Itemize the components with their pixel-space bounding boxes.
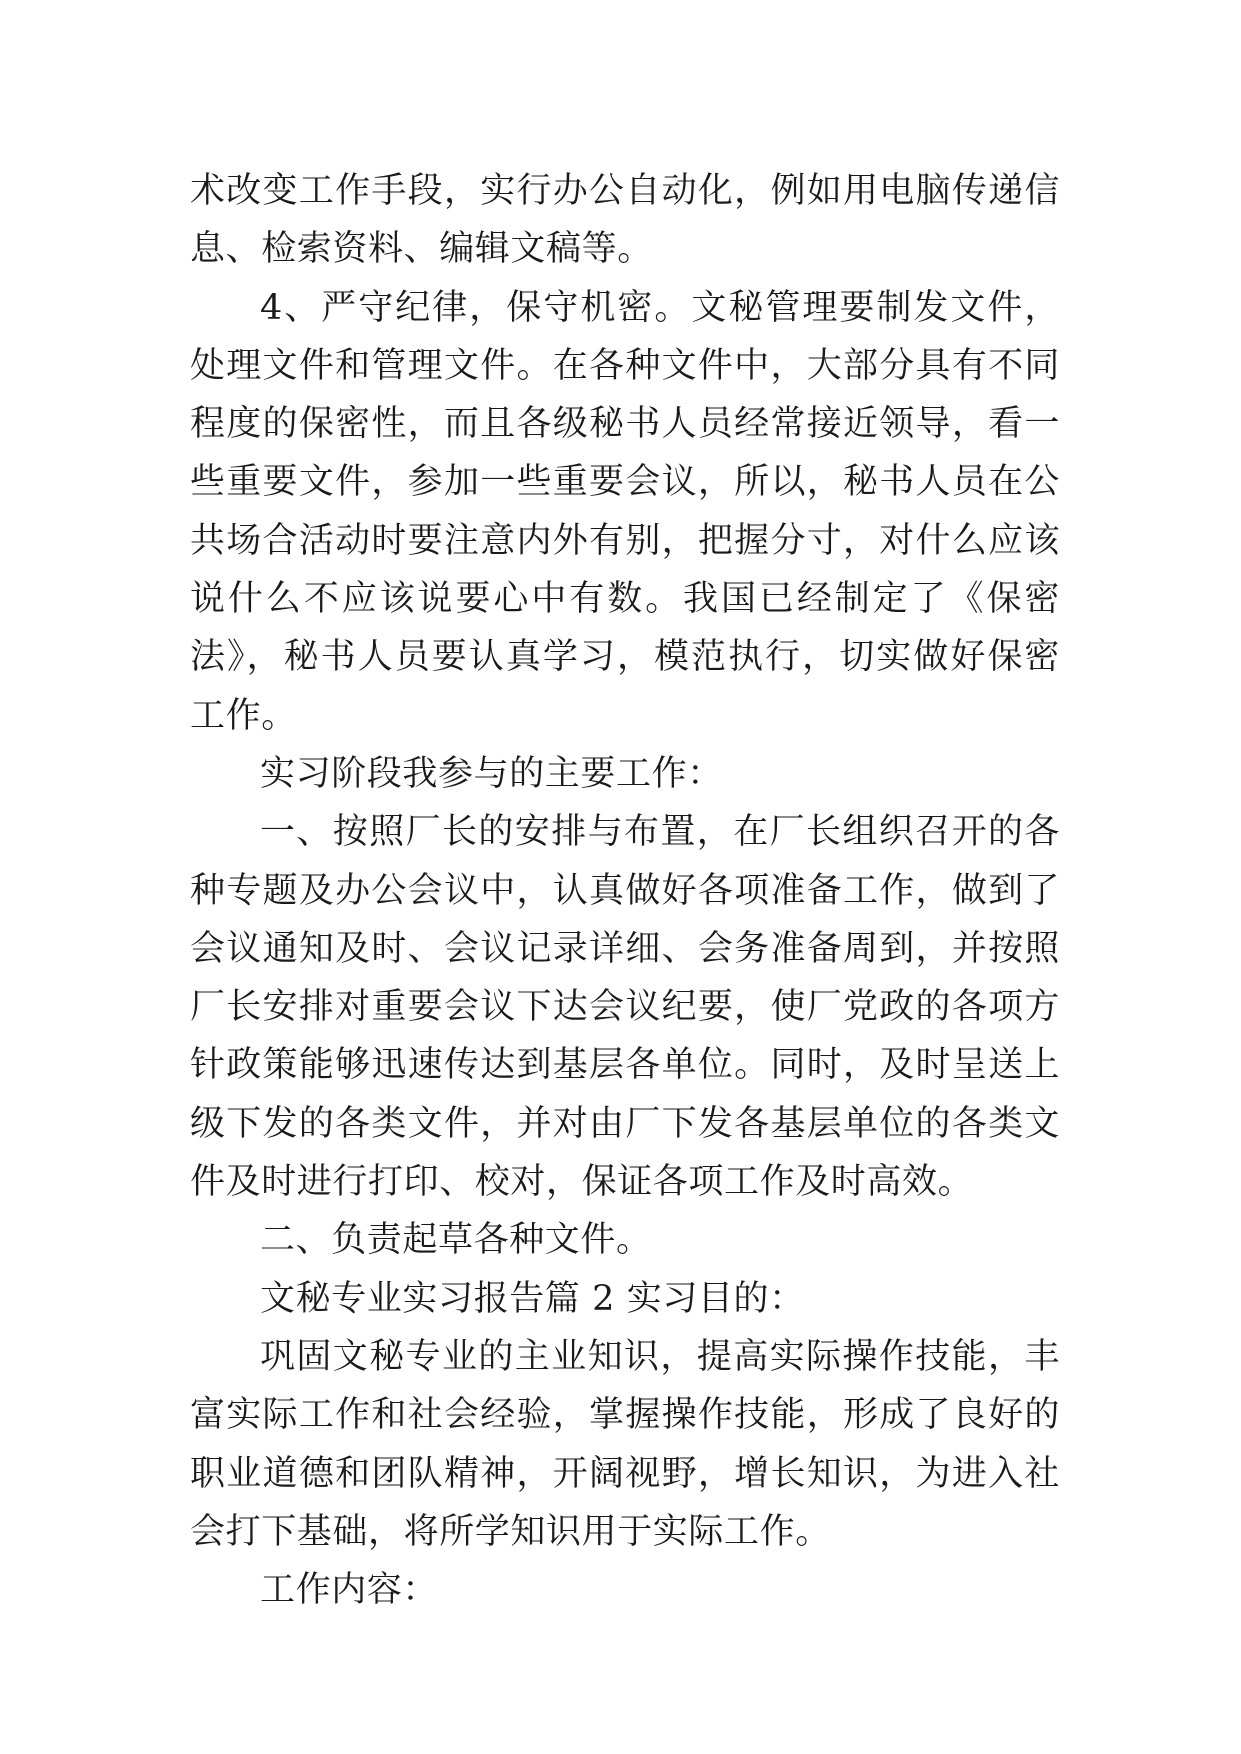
paragraph-item-one: 一、按照厂长的安排与布置，在厂长组织召开的各种专题及办公会议中，认真做好各项准备工作，做到了会议通知及时、会议记录详细、会务准备周到，并按照厂长安排对重要会议下达会议纪要，使厂党政的各项方针政策能够迅速传达到基层各单位。同时，及时呈送上级下发的各类文件，并对由厂下发各基层单位的各类文件及时进行打印、校对，保证各项工作及时高效。 — [190, 812, 1060, 1203]
paragraph-confidentiality: 4、严守纪律，保守机密。文秘管理要制发文件，处理文件和管理文件。在各种文件中，大部分具有不同程度的保密性，而且各级秘书人员经常接近领导，看一些重要文件，参加一些重要会议，所以，秘书人员在公共场合活动时要注意内外有别，把握分寸，对什么应该说什么不应该说要心中有数。我国已经制定了《保密法》，秘书人员要认真学习，模范执行，切实做好保密工作。 — [190, 287, 1060, 736]
paragraph-item-two: 二、负责起草各种文件。 — [260, 1220, 652, 1261]
paragraph-work-content-heading: 工作内容： — [260, 1570, 439, 1611]
paragraph-continuation: 术改变工作手段，实行办公自动化，例如用电脑传递信息、检索资料、编辑文稿等。 — [190, 171, 1060, 270]
paragraph-internship-work-heading: 实习阶段我参与的主要工作： — [260, 753, 723, 794]
paragraph-report-2-purpose-heading: 文秘专业实习报告篇 2 实习目的： — [260, 1278, 805, 1319]
document-page — [190, 162, 1060, 1619]
paragraph-purpose-body: 巩固文秘专业的主业知识，提高实际操作技能，丰富实际工作和社会经验，掌握操作技能，形成了良好的职业道德和团队精神，开阔视野，增长知识，为进入社会打下基础，将所学知识用于实际工作。 — [190, 1336, 1060, 1552]
